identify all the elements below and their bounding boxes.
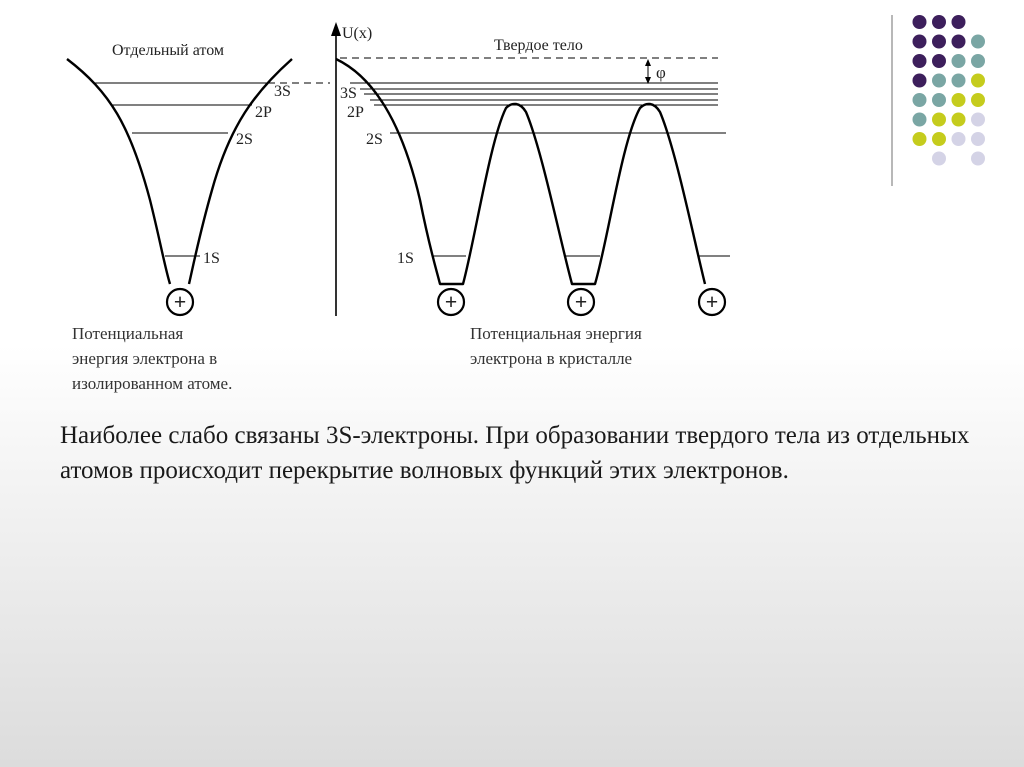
atom-title: Отдельный атом xyxy=(112,42,225,59)
decor-dot xyxy=(913,54,927,68)
atom-caption-line: Потенциальная xyxy=(72,324,184,343)
decor-dot xyxy=(932,152,946,166)
atom-label-1s: 1S xyxy=(203,250,220,267)
decor-dot xyxy=(971,74,985,88)
crystal-label-3s: 3S xyxy=(340,85,357,102)
decor-dot xyxy=(952,74,966,88)
svg-text:+: + xyxy=(173,289,187,314)
decor-dot xyxy=(913,93,927,107)
decor-dot xyxy=(913,15,927,29)
crystal-label-2s: 2S xyxy=(366,131,383,148)
crystal-caption xyxy=(470,321,700,371)
decor-dot xyxy=(932,113,946,127)
decor-dot xyxy=(913,113,927,127)
crystal-nucleus-icon-3 xyxy=(699,289,725,315)
decor-dot xyxy=(971,113,985,127)
crystal-caption-line: Потенциальная энергия xyxy=(470,324,642,343)
decor-dot xyxy=(932,132,946,146)
decor-dot xyxy=(971,35,985,49)
decorative-dot-grid xyxy=(880,10,1020,190)
crystal-nucleus-icon-2 xyxy=(568,289,594,315)
crystal-title: Твердое тело xyxy=(494,37,583,54)
crystal-nucleus-icon-1 xyxy=(438,289,464,315)
decor-dot xyxy=(952,113,966,127)
decor-dot xyxy=(932,35,946,49)
atom-caption-line: энергия электрона в xyxy=(72,349,218,368)
decor-dot xyxy=(971,132,985,146)
svg-text:+: + xyxy=(705,289,719,314)
decor-dot xyxy=(952,132,966,146)
decor-dot xyxy=(932,54,946,68)
decor-dot xyxy=(971,54,985,68)
decor-dot xyxy=(932,93,946,107)
atom-caption-line: изолированном атоме. xyxy=(72,374,233,393)
svg-text:+: + xyxy=(444,289,458,314)
decor-dot xyxy=(932,15,946,29)
crystal-label-2p: 2P xyxy=(347,104,364,121)
crystal-potential-curve xyxy=(336,59,705,284)
u-axis-arrow-icon xyxy=(331,22,341,36)
atom-potential-curve-left xyxy=(67,59,170,284)
decor-dot xyxy=(952,35,966,49)
decor-dot xyxy=(932,74,946,88)
atom-label-2s: 2S xyxy=(236,131,253,148)
decor-dot xyxy=(913,132,927,146)
crystal-caption-line: электрона в кристалле xyxy=(470,349,633,368)
atom-nucleus-icon xyxy=(167,289,193,315)
svg-text:+: + xyxy=(574,289,588,314)
phi-arrow-top-icon xyxy=(645,59,651,66)
decor-dot xyxy=(913,74,927,88)
decor-dot xyxy=(952,15,966,29)
energy-diagram xyxy=(0,0,880,330)
atom-label-2p: 2P xyxy=(255,104,272,121)
atom-caption xyxy=(72,321,274,396)
decor-dot xyxy=(971,152,985,166)
decor-dot xyxy=(952,93,966,107)
phi-label: φ xyxy=(656,63,666,82)
decor-dot xyxy=(971,93,985,107)
decor-dot xyxy=(952,54,966,68)
atom-label-3s: 3S xyxy=(274,83,291,100)
u-axis-label: U(x) xyxy=(342,25,373,42)
body-text: Наиболее слабо связаны 3S-электроны. При образовании твердого тела из отдельных атомов происходит перекрытие волновых функций этих электронов. xyxy=(60,422,970,484)
decor-dot xyxy=(913,35,927,49)
crystal-label-1s: 1S xyxy=(397,250,414,267)
